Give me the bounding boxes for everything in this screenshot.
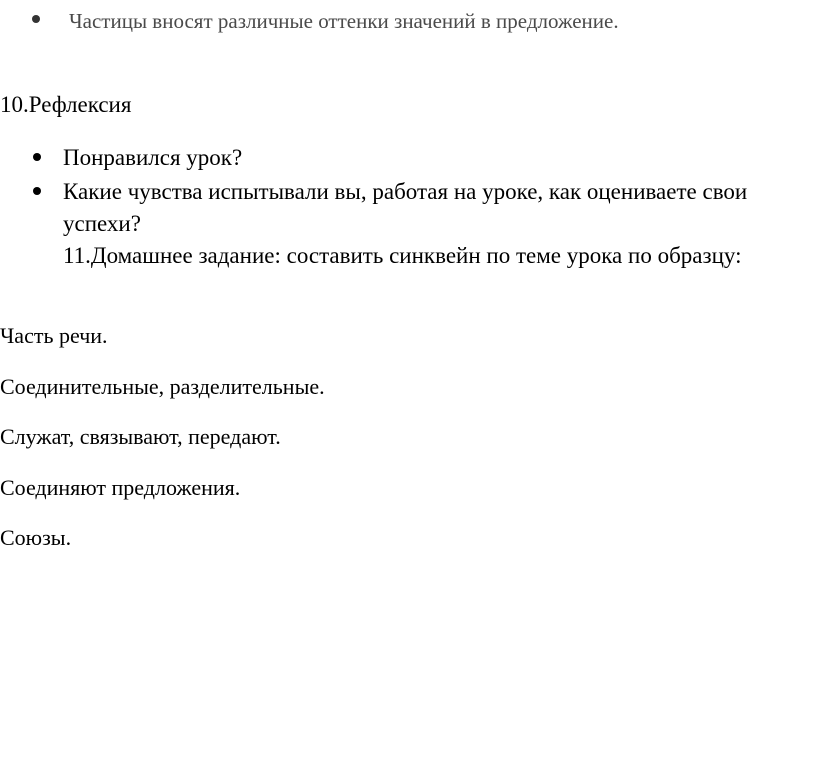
top-bullet-text: Частицы вносят различные оттенки значений в предложение.	[69, 9, 619, 33]
homework-text: 11.Домашнее задание: составить синквейн по теме урока по образцу:	[63, 243, 742, 268]
reflection-heading: 10.Рефлексия	[0, 92, 132, 117]
cinquain-line-4: Соединяют предложения.	[0, 475, 241, 500]
reflection-item-1: Понравился урок?	[63, 145, 243, 170]
cinquain-line-1: Часть речи.	[0, 323, 108, 348]
cinquain-line-5: Союзы.	[0, 525, 72, 550]
bullet-dot-icon	[32, 15, 40, 23]
bullet-dot-icon	[33, 153, 41, 161]
cinquain-line-3: Служат, связывают, передают.	[0, 424, 281, 449]
reflection-item-2-line2: успехи?	[63, 211, 141, 236]
reflection-item-2-line1: Какие чувства испытывали вы, работая на уроке, как оцениваете свои	[63, 179, 748, 204]
cinquain-line-2: Соединительные, разделительные.	[0, 374, 325, 399]
bullet-dot-icon	[33, 187, 41, 195]
